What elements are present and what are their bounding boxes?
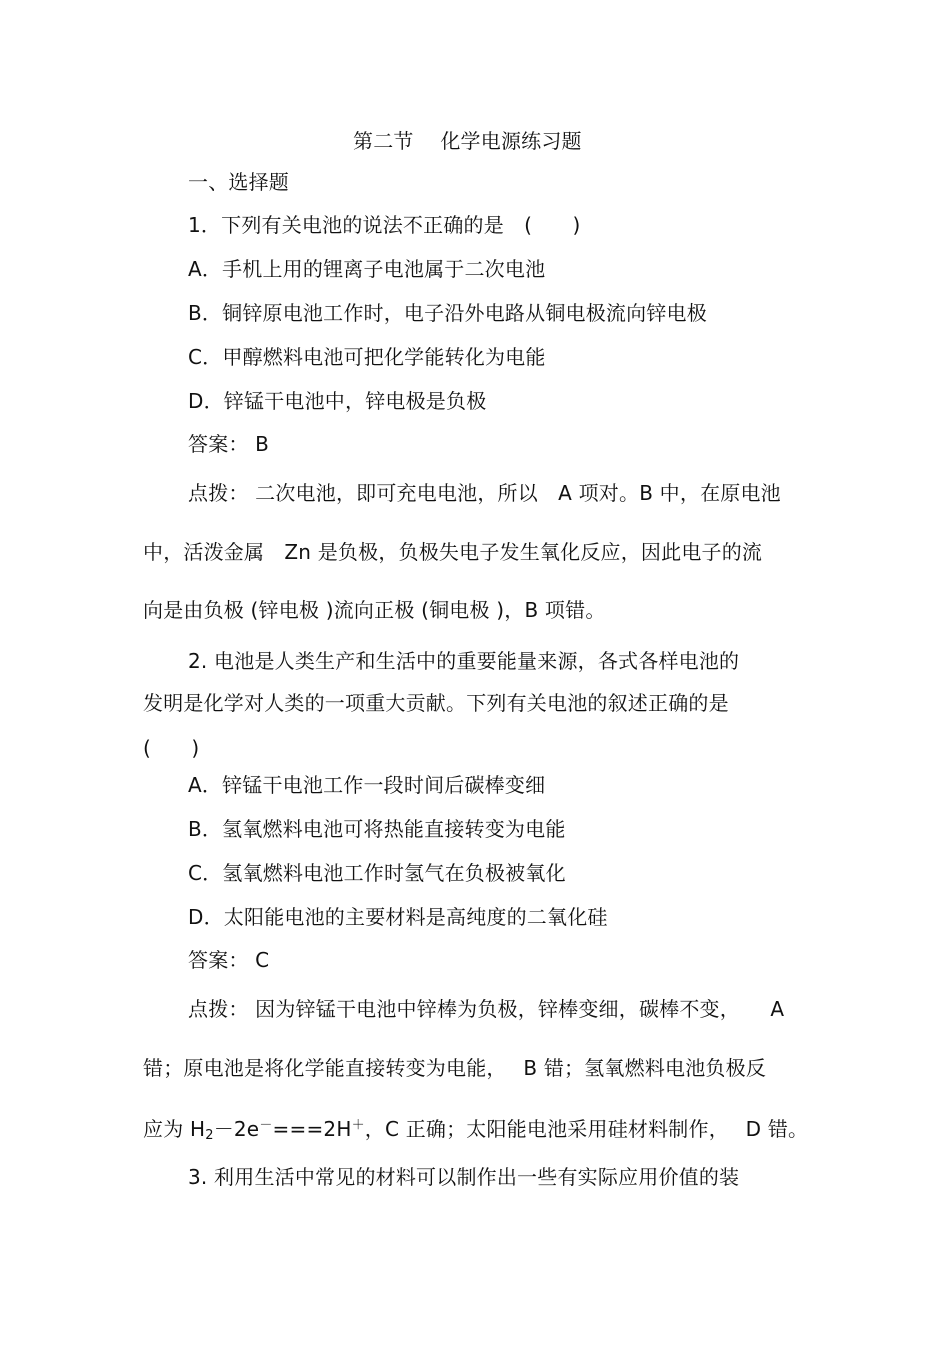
formula-superscript: － xyxy=(259,1118,273,1133)
question-2-option-b: B．氢氧燃料电池可将热能直接转变为电能 xyxy=(188,817,566,841)
question-1-hint-line: 点拨： 二次电池，即可充电电池，所以 A 项对。B 中，在原电池 xyxy=(188,481,781,505)
section-heading: 一、选择题 xyxy=(188,170,289,194)
question-1-stem: 1．下列有关电池的说法不正确的是 ( ) xyxy=(188,213,581,237)
question-3-stem: 3. 利用生活中常见的材料可以制作出一些有实际应用价值的装 xyxy=(188,1165,740,1189)
formula-text: －2e xyxy=(213,1117,260,1141)
question-2-stem-line: 发明是化学对人类的一项重大贡献。下列有关电池的叙述正确的是 xyxy=(143,691,729,715)
question-2-option-a: A．锌锰干电池工作一段时间后碳棒变细 xyxy=(188,773,546,797)
question-2-hint-line-formula xyxy=(143,1113,808,1149)
question-2-answer: 答案： C xyxy=(188,948,270,972)
question-2-option-d: D．太阳能电池的主要材料是高纯度的二氧化硅 xyxy=(188,905,608,929)
question-1-hint-line: 中，活泼金属 Zn 是负极，负极失电子发生氧化反应，因此电子的流 xyxy=(143,540,763,564)
formula-text: ===2H xyxy=(272,1117,352,1141)
question-1-option-c: C．甲醇燃料电池可把化学能转化为电能 xyxy=(188,345,546,369)
formula-text: ，C 正确；太阳能电池采用硅材料制作， D 错。 xyxy=(364,1117,809,1141)
question-1-option-d: D．锌锰干电池中，锌电极是负极 xyxy=(188,389,487,413)
question-1-option-b: B．铜锌原电池工作时，电子沿外电路从铜电极流向锌电极 xyxy=(188,301,707,325)
question-2-hint-line: 错；原电池是将化学能直接转变为电能， B 错；氢氧燃料电池负极反 xyxy=(143,1056,767,1080)
formula-text: 应为 H xyxy=(143,1117,206,1141)
question-2-stem-line: ( ) xyxy=(143,736,200,760)
formula-superscript: ＋ xyxy=(351,1118,365,1133)
question-2-stem-line: 2. 电池是人类生产和生活中的重要能量来源，各式各样电池的 xyxy=(188,649,740,673)
document-title: 第二节 化学电源练习题 xyxy=(353,129,582,153)
question-1-option-a: A．手机上用的锂离子电池属于二次电池 xyxy=(188,257,546,281)
formula-subscript: 2 xyxy=(205,1128,214,1143)
question-2-option-c: C．氢氧燃料电池工作时氢气在负极被氧化 xyxy=(188,861,566,885)
question-1-answer: 答案： B xyxy=(188,432,270,456)
question-1-hint-line: 向是由负极 (锌电极 )流向正极 (铜电极 )，B 项错。 xyxy=(143,598,606,622)
question-2-hint-line: 点拨： 因为锌锰干电池中锌棒为负极，锌棒变细，碳棒不变， A xyxy=(188,997,785,1021)
